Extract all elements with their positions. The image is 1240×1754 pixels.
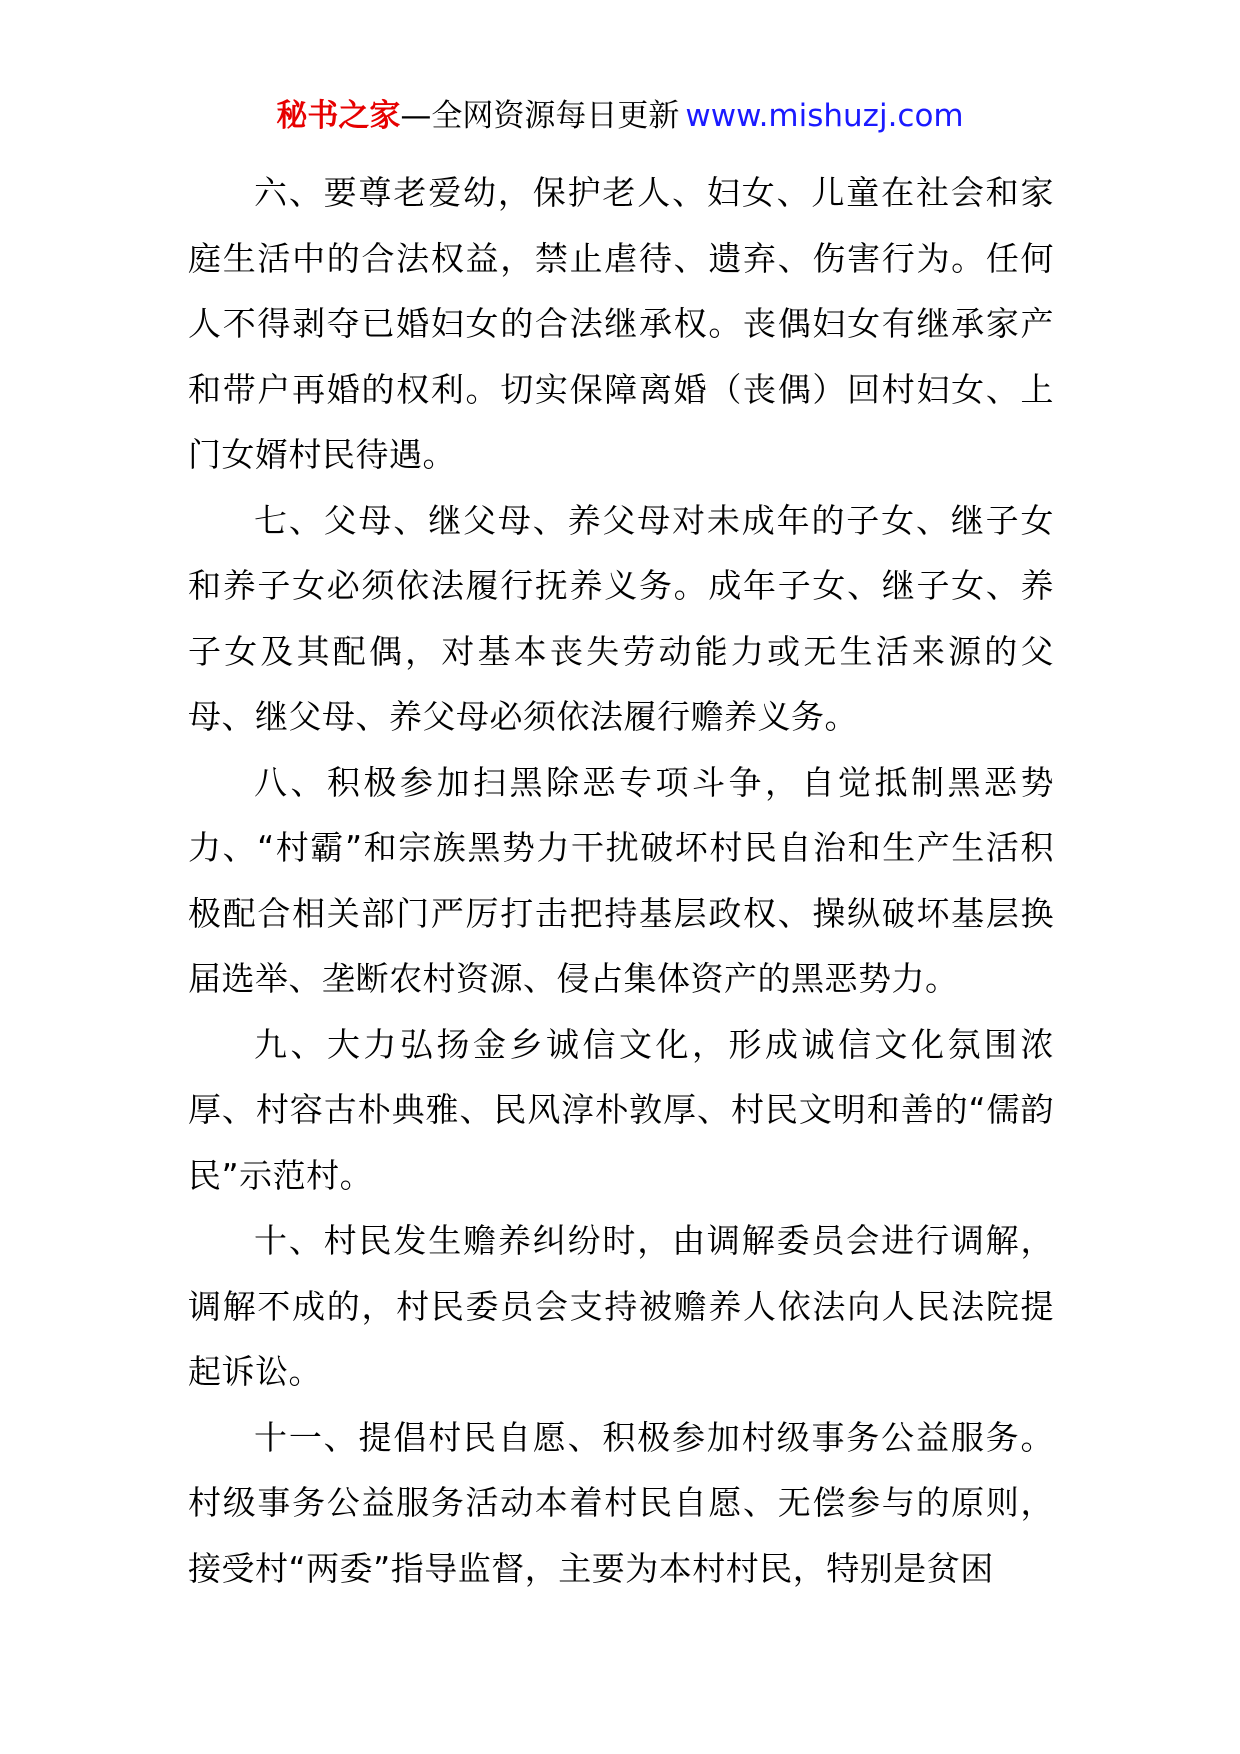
article-paragraph-11: 十一、提倡村民自愿、积极参加村级事务公益服务。村级事务公益服务活动本着村民自愿、无偿参与的原则，接受村“两委”指导监督，主要为本村村民，特别是贫困 [188, 1417, 1054, 1588]
site-header [0, 96, 1240, 136]
article-paragraph-6: 六、要尊老爱幼，保护老人、妇女、儿童在社会和家庭生活中的合法权益，禁止虐待、遗弃、伤害行为。任何人不得剥夺已婚妇女的合法继承权。丧偶妇女有继承家产和带户再婚的权利。切实保障离婚（丧偶）回村妇女、上门女婿村民待遇。 [188, 173, 1054, 474]
article-paragraph-8: 八、积极参加扫黑除恶专项斗争，自觉抵制黑恶势力、“村霸”和宗族黑势力干扰破坏村民自治和生产生活积极配合相关部门严厉打击把持基层政权、操纵破坏基层换届选举、垄断农村资源、侵占集体资产的黑恶势力。 [188, 762, 1054, 998]
site-brand: 秘书之家 [276, 98, 401, 134]
article-paragraph-9: 九、大力弘扬金乡诚信文化，形成诚信文化氛围浓厚、村容古朴典雅、民风淳朴敦厚、村民文明和善的“儒韵民”示范村。 [188, 1024, 1054, 1195]
article-paragraph-10: 十、村民发生赡养纠纷时，由调解委员会进行调解，调解不成的，村民委员会支持被赡养人依法向人民法院提起诉讼。 [188, 1221, 1054, 1391]
site-url-link[interactable]: www.mishuzj.com [685, 98, 964, 134]
document-body [188, 160, 1054, 1601]
site-tagline: —全网资源每日更新 [400, 98, 680, 134]
article-paragraph-7: 七、父母、继父母、养父母对未成年的子女、继子女和养子女必须依法履行抚养义务。成年子女、继子女、养子女及其配偶，对基本丧失劳动能力或无生活来源的父母、继父母、养父母必须依法履行赡养义务。 [188, 500, 1054, 736]
